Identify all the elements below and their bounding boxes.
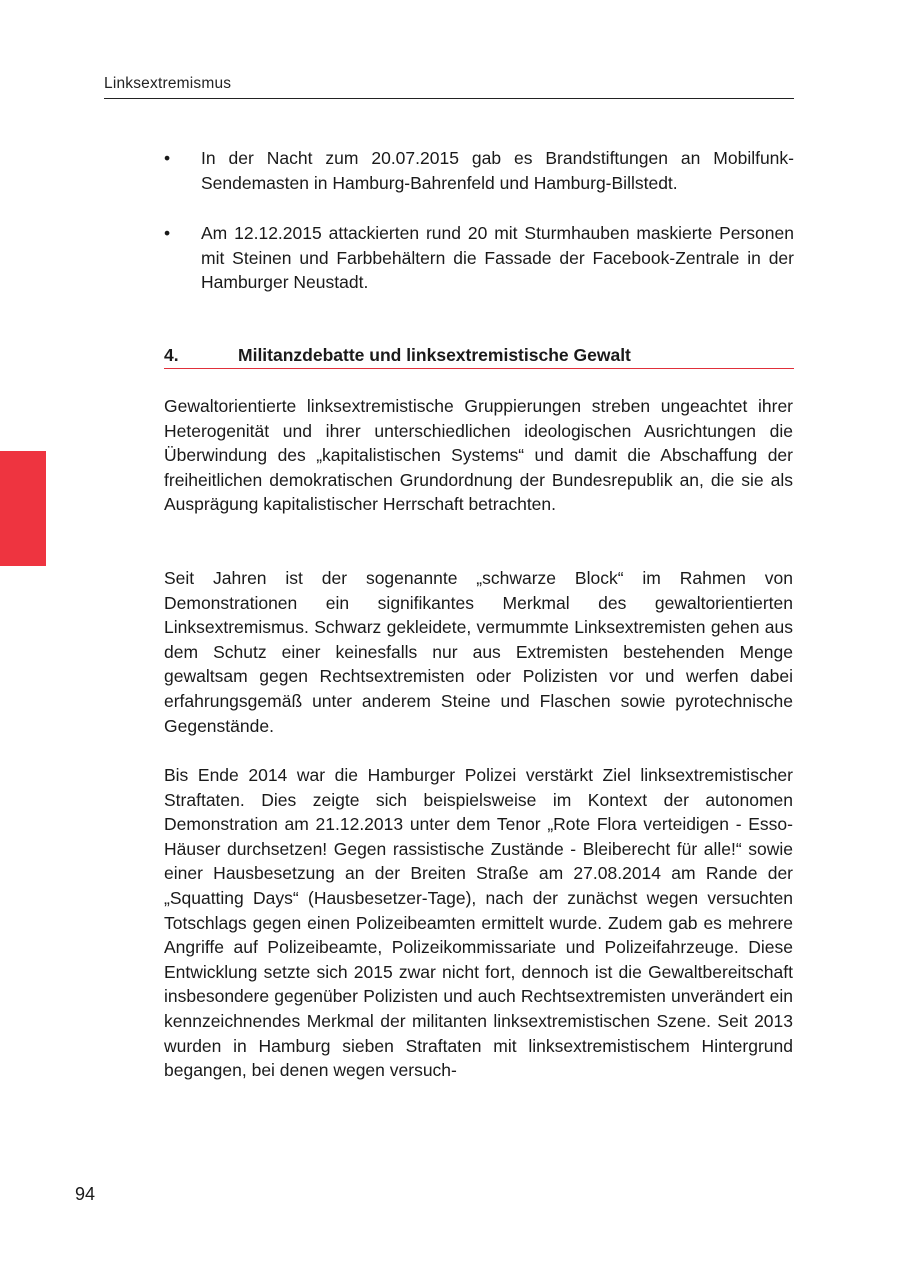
section-heading (164, 344, 794, 369)
bullet-icon: • (164, 148, 171, 168)
chapter-marker-tab (0, 451, 46, 566)
running-header-title: Linksextremismus (104, 75, 232, 92)
bullet-icon: • (164, 223, 171, 243)
list-item (164, 221, 794, 295)
section-title: Militanzdebatte und linksextremistische Gewalt (238, 345, 631, 365)
list-item-text: In der Nacht zum 20.07.2015 gab es Brandstiftungen an Mobilfunk-Sendemasten in Hamburg-Bahrenfeld und Hamburg-Billstedt. (201, 148, 794, 193)
header-divider (104, 98, 794, 99)
section-number: 4. (164, 345, 179, 365)
list-item (164, 146, 794, 195)
body-paragraph: Gewaltorientierte linksextremistische Gruppierungen streben ungeachtet ihrer Heterogenität und ihrer unterschiedlichen ideologischen Ausrichtungen die Überwindung des „kapitalistischen Systems“ und damit die Abschaffung der freiheitlichen demokratischen Grundordnung der Bundesrepublik an, die sie als Ausprägung kapitalistischer Herrschaft betrachten. (164, 396, 793, 515)
list-item-text: Am 12.12.2015 attackierten rund 20 mit Sturmhauben maskierte Personen mit Steinen und Farbbehältern die Fassade der Facebook-Zentrale in der Hamburger Neustadt. (201, 223, 794, 293)
body-paragraph: Seit Jahren ist der sogenannte „schwarze Block“ im Rahmen von Demonstrationen ein signifikantes Merkmal des gewaltorientierten Linksextremismus. Schwarz gekleidete, vermummte Linksextremisten gehen aus dem Schutz einer keinesfalls nur aus Extremisten bestehenden Menge gewaltsam gegen Rechtsextremisten oder Polizisten vor und werfen dabei erfahrungsgemäß unter anderem Steine und Flaschen sowie pyrotechnische Gegenstände. (164, 568, 793, 736)
page-number: 94 (75, 1184, 96, 1204)
body-paragraph: Bis Ende 2014 war die Hamburger Polizei verstärkt Ziel linksextremistischer Straftaten. Dies zeigte sich beispielsweise im Kontext der autonomen Demonstration am 21.12.2013 unter dem Tenor „Rote Flora verteidigen - Esso-Häuser durchsetzen! Gegen rassistische Zustände - Bleiberecht für alle!“ sowie einer Hausbesetzung an der Breiten Straße am 27.08.2014 am Rande der „Squatting Days“ (Hausbesetzer-Tage), nach der zunächst wegen versuchten Totschlags gegen einen Polizeibeamten ermittelt wurde. Zudem gab es mehrere Angriffe auf Polizeibeamte, Polizeikommissariate und Polizeifahrzeuge. Diese Entwicklung setzte sich 2015 zwar nicht fort, dennoch ist die Gewaltbereitschaft insbesondere gegenüber Polizisten und auch Rechtsextremisten unverändert ein kennzeichnendes Merkmal der militanten linksextremistischen Szene. Seit 2013 wurden in Hamburg sieben Straftaten mit linksextremistischem Hintergrund begangen, bei denen wegen versuch- (164, 765, 793, 1081)
